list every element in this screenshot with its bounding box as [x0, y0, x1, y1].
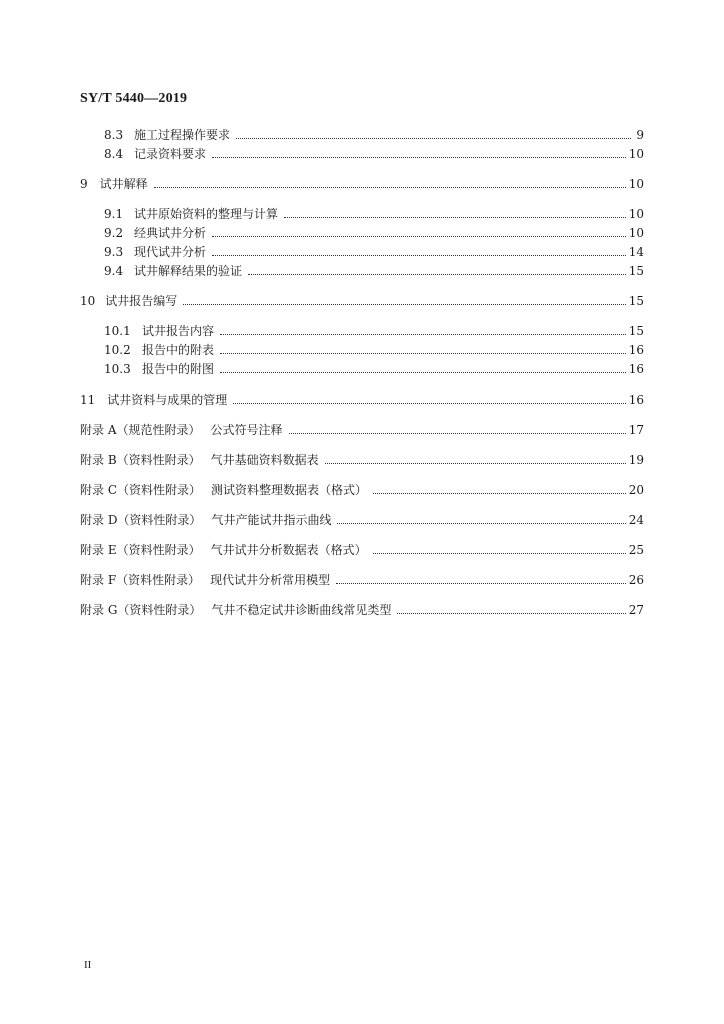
toc-entry-9-3[interactable] [104, 241, 644, 259]
toc-entry-number: 9.2 [104, 226, 124, 240]
toc-entry-number: 附录 F（资料性附录） [80, 573, 201, 587]
toc-dot-leader [212, 255, 626, 256]
toc-dot-leader [248, 274, 626, 275]
toc-entry-title: 气井基础资料数据表 [210, 453, 319, 467]
toc-entry-9[interactable] [80, 173, 644, 191]
toc-entry-number: 附录 B（资料性附录） [80, 453, 201, 467]
toc-dot-leader [336, 583, 626, 584]
toc-entry-title: 施工过程操作要求 [134, 128, 231, 142]
toc-entry-10-2[interactable] [104, 339, 644, 357]
toc-entry-title: 试井解释结果的验证 [134, 264, 243, 278]
toc-dot-leader [373, 553, 626, 554]
toc-entry-number: 附录 E（资料性附录） [80, 543, 201, 557]
page-number: II [84, 959, 92, 971]
toc-dot-leader [236, 138, 631, 139]
toc-entry-9-2[interactable] [104, 222, 644, 240]
toc-entry-number: 9.3 [104, 245, 124, 259]
toc-dot-leader [373, 493, 626, 494]
toc-entry-title: 公式符号注释 [210, 423, 283, 437]
toc-entry-page: 17 [628, 423, 644, 437]
toc-entry-page: 9 [636, 128, 644, 142]
toc-entry-number: 附录 A（规范性附录） [80, 423, 201, 437]
toc-entry-8-4[interactable] [104, 143, 644, 161]
toc-entry-number: 附录 D（资料性附录） [80, 513, 202, 527]
toc-entry-number: 9.1 [104, 207, 124, 221]
toc-entry-number: 9.4 [104, 264, 124, 278]
toc-dot-leader [233, 403, 625, 404]
toc-entry-8-3[interactable] [104, 124, 644, 142]
toc-entry-appendix-b[interactable] [80, 449, 644, 467]
toc-entry-title: 气井不稳定试井诊断曲线常见类型 [211, 603, 392, 617]
toc-entry-page: 10 [628, 207, 644, 221]
toc-entry-number: 10.2 [104, 343, 131, 357]
toc-dot-leader [220, 372, 626, 373]
toc-entry-appendix-d[interactable] [80, 509, 644, 527]
toc-entry-page: 15 [628, 324, 644, 338]
toc-entry-page: 16 [628, 343, 644, 357]
toc-dot-leader [220, 334, 626, 335]
toc-dot-leader [284, 217, 626, 218]
toc-entry-number: 8.4 [104, 147, 124, 161]
toc-entry-page: 19 [628, 453, 644, 467]
toc-entry-appendix-a[interactable] [80, 419, 644, 437]
toc-dot-leader [212, 157, 626, 158]
toc-entry-number: 10.3 [104, 362, 131, 376]
toc-entry-number: 8.3 [104, 128, 124, 142]
toc-entry-page: 20 [628, 483, 644, 497]
toc-entry-title: 气井产能试井指示曲线 [211, 513, 332, 527]
toc-entry-title: 记录资料要求 [134, 147, 207, 161]
toc-entry-10[interactable] [80, 290, 644, 308]
toc-entry-title: 试井原始资料的整理与计算 [134, 207, 279, 221]
toc-entry-title: 试井报告编写 [105, 294, 178, 308]
toc-entry-title: 经典试井分析 [134, 226, 207, 240]
toc-entry-page: 10 [628, 177, 644, 191]
toc-entry-title: 试井解释 [99, 177, 148, 191]
toc-entry-page: 16 [628, 362, 644, 376]
toc-dot-leader [289, 433, 626, 434]
toc-entry-11[interactable] [80, 389, 644, 407]
toc-entry-10-3[interactable] [104, 358, 644, 376]
toc-entry-page: 26 [628, 573, 644, 587]
toc-entry-10-1[interactable] [104, 320, 644, 338]
toc-entry-title: 试井报告内容 [142, 324, 215, 338]
toc-entry-page: 27 [628, 603, 644, 617]
toc-entry-appendix-e[interactable] [80, 539, 644, 557]
toc-entry-appendix-c[interactable] [80, 479, 644, 497]
toc-entry-appendix-f[interactable] [80, 569, 644, 587]
toc-entry-title: 现代试井分析常用模型 [210, 573, 331, 587]
toc-entry-number: 附录 C（资料性附录） [80, 483, 201, 497]
toc-entry-number: 附录 G（资料性附录） [80, 603, 202, 617]
toc-entry-title: 现代试井分析 [134, 245, 207, 259]
toc-entry-title: 测试资料整理数据表（格式） [211, 483, 368, 497]
toc-dot-leader [183, 304, 625, 305]
toc-entry-page: 25 [628, 543, 644, 557]
toc-entry-number: 11 [80, 393, 96, 407]
toc-entry-number: 9 [80, 177, 88, 191]
toc-entry-number: 10 [80, 294, 96, 308]
toc-entry-page: 15 [628, 294, 644, 308]
toc-entry-page: 24 [628, 513, 644, 527]
toc-entry-9-4[interactable] [104, 260, 644, 278]
toc-dot-leader [154, 187, 626, 188]
toc-entry-number: 10.1 [104, 324, 131, 338]
toc-dot-leader [325, 463, 626, 464]
toc-entry-title: 试井资料与成果的管理 [107, 393, 228, 407]
toc-entry-page: 14 [628, 245, 644, 259]
toc-entry-9-1[interactable] [104, 203, 644, 221]
toc-entry-page: 10 [628, 147, 644, 161]
toc-entry-page: 10 [628, 226, 644, 240]
toc-entry-title: 气井试井分析数据表（格式） [210, 543, 367, 557]
toc-entry-page: 16 [628, 393, 644, 407]
toc-entry-title: 报告中的附表 [142, 343, 215, 357]
toc-entry-title: 报告中的附图 [142, 362, 215, 376]
toc-dot-leader [337, 523, 625, 524]
toc-dot-leader [212, 236, 626, 237]
toc-dot-leader [397, 613, 625, 614]
toc-entry-appendix-g[interactable] [80, 599, 644, 617]
standard-code: SY/T 5440—2019 [80, 91, 188, 106]
toc-dot-leader [220, 353, 626, 354]
toc-entry-page: 15 [628, 264, 644, 278]
